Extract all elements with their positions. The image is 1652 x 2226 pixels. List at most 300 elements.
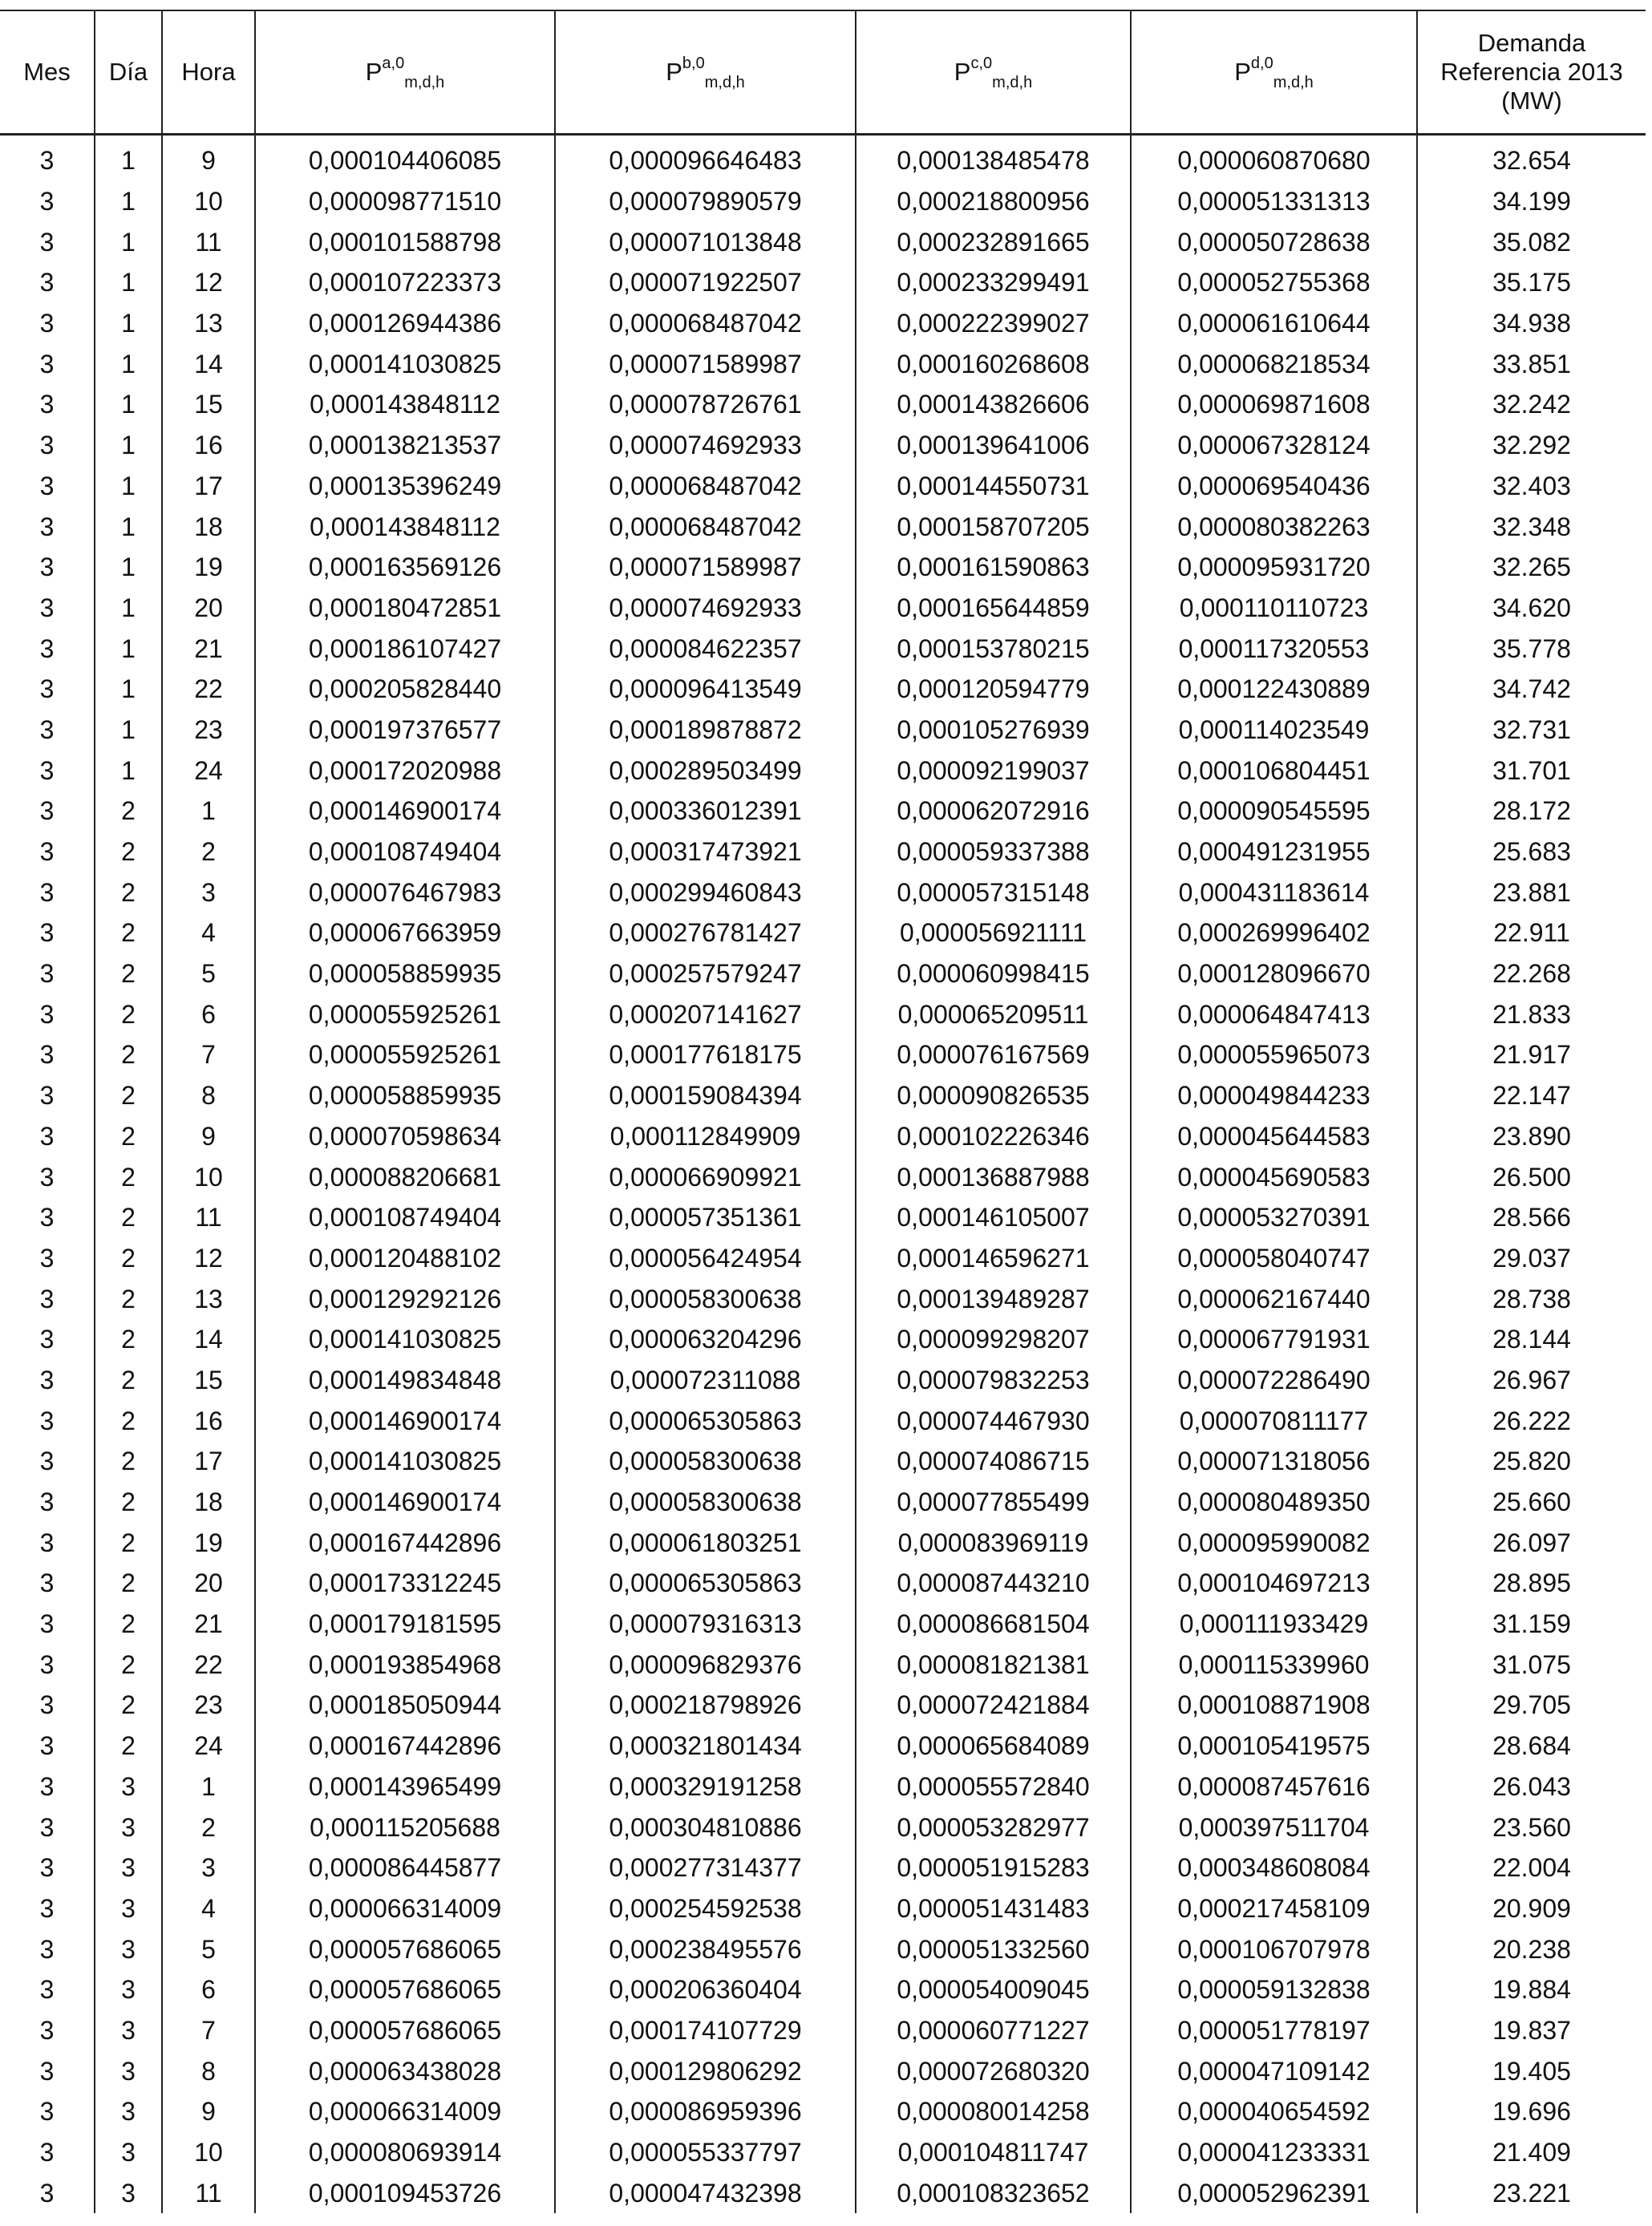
cell-pb: 0,000068487042 <box>555 466 856 507</box>
cell-pc: 0,000051332560 <box>856 1929 1131 1969</box>
table-row <box>0 994 1646 1034</box>
cell-pb: 0,000068487042 <box>555 506 856 547</box>
cell-hora: 23 <box>162 1685 255 1726</box>
cell-dia: 3 <box>95 1969 162 2010</box>
cell-pa: 0,000126944386 <box>255 303 555 344</box>
cell-pa: 0,000180472851 <box>255 588 555 629</box>
cell-pd: 0,000067791931 <box>1131 1319 1417 1360</box>
cell-dia: 1 <box>95 588 162 629</box>
cell-pd: 0,000106707978 <box>1131 1929 1417 1969</box>
cell-pb: 0,000063204296 <box>555 1319 856 1360</box>
cell-hora: 1 <box>162 791 255 832</box>
cell-pb: 0,000079890579 <box>555 181 856 222</box>
cell-demanda: 26.097 <box>1417 1522 1646 1563</box>
cell-pd: 0,000058040747 <box>1131 1238 1417 1279</box>
cell-hora: 6 <box>162 1969 255 2010</box>
header-pd <box>1131 10 1417 135</box>
cell-pb: 0,000159084394 <box>555 1075 856 1116</box>
cell-pa: 0,000066314009 <box>255 2091 555 2132</box>
table-row <box>0 221 1646 262</box>
cell-hora: 5 <box>162 1929 255 1969</box>
cell-demanda: 29.037 <box>1417 1238 1646 1279</box>
cell-pa: 0,000167442896 <box>255 1522 555 1563</box>
cell-demanda: 23.890 <box>1417 1116 1646 1157</box>
header-pc-sup: c,0 <box>970 54 993 72</box>
cell-dia: 3 <box>95 2050 162 2091</box>
cell-pd: 0,000055965073 <box>1131 1034 1417 1075</box>
cell-demanda: 26.500 <box>1417 1156 1646 1197</box>
cell-mes: 3 <box>39 796 55 826</box>
table-row <box>0 343 1646 384</box>
cell-demanda: 29.705 <box>1417 1685 1646 1726</box>
cell-hora: 14 <box>162 1319 255 1360</box>
cell-pd: 0,000114023549 <box>1131 710 1417 751</box>
cell-pa: 0,000055925261 <box>255 994 555 1034</box>
header-mes: Mes <box>0 10 95 135</box>
cell-pc: 0,000102226346 <box>856 1116 1131 1157</box>
cell-hora: 20 <box>162 1563 255 1604</box>
cell-pd: 0,000061610644 <box>1131 303 1417 344</box>
table-row <box>0 1807 1646 1848</box>
cell-mes: 3 <box>39 714 55 744</box>
cell-pa: 0,000135396249 <box>255 466 555 507</box>
cell-pa: 0,000129292126 <box>255 1278 555 1319</box>
table-row <box>0 1116 1646 1157</box>
cell-demanda: 23.881 <box>1417 872 1646 913</box>
table-row <box>0 1482 1646 1523</box>
cell-mes: 3 <box>39 1609 55 1639</box>
cell-pd: 0,000080489350 <box>1131 1482 1417 1523</box>
cell-pb: 0,000058300638 <box>555 1482 856 1523</box>
cell-mes: 3 <box>39 1975 55 2005</box>
cell-pd: 0,000105419575 <box>1131 1726 1417 1767</box>
cell-hora: 4 <box>162 913 255 953</box>
cell-pa: 0,000120488102 <box>255 1238 555 1279</box>
cell-demanda: 23.221 <box>1417 2172 1646 2213</box>
cell-mes: 3 <box>39 1528 55 1557</box>
cell-demanda: 22.147 <box>1417 1075 1646 1116</box>
cell-mes: 3 <box>39 755 55 785</box>
cell-pb: 0,000074692933 <box>555 588 856 629</box>
cell-demanda: 20.238 <box>1417 1929 1646 1969</box>
cell-demanda: 28.566 <box>1417 1197 1646 1238</box>
cell-hora: 9 <box>162 1116 255 1157</box>
cell-dia: 1 <box>95 135 162 181</box>
cell-pb: 0,000174107729 <box>555 2010 856 2051</box>
cell-pa: 0,000146900174 <box>255 1482 555 1523</box>
cell-pc: 0,000074086715 <box>856 1441 1131 1482</box>
table-row <box>0 2132 1646 2173</box>
cell-demanda: 35.175 <box>1417 262 1646 303</box>
cell-pa: 0,000163569126 <box>255 547 555 588</box>
cell-demanda: 23.560 <box>1417 1807 1646 1848</box>
cell-dia: 2 <box>95 1604 162 1645</box>
cell-demanda: 34.199 <box>1417 181 1646 222</box>
cell-pc: 0,000062072916 <box>856 791 1131 832</box>
cell-hora: 20 <box>162 588 255 629</box>
cell-pb: 0,000071589987 <box>555 547 856 588</box>
cell-hora: 9 <box>162 2091 255 2132</box>
table-row <box>0 547 1646 588</box>
cell-pa: 0,000055925261 <box>255 1034 555 1075</box>
cell-hora: 23 <box>162 710 255 751</box>
cell-pc: 0,000165644859 <box>856 588 1131 629</box>
table-header <box>0 10 1646 135</box>
cell-hora: 8 <box>162 1075 255 1116</box>
cell-pb: 0,000254592538 <box>555 1888 856 1929</box>
cell-mes: 3 <box>39 1040 55 1070</box>
header-pa-base: P <box>365 58 383 86</box>
cell-pd: 0,000128096670 <box>1131 953 1417 994</box>
cell-pd: 0,000080382263 <box>1131 506 1417 547</box>
cell-hora: 2 <box>162 1807 255 1848</box>
cell-pb: 0,000276781427 <box>555 913 856 953</box>
table-row <box>0 669 1646 710</box>
cell-pc: 0,000060771227 <box>856 2010 1131 2051</box>
cell-mes: 3 <box>39 1365 55 1394</box>
cell-pa: 0,000086445877 <box>255 1848 555 1888</box>
cell-mes: 3 <box>39 512 55 541</box>
cell-dia: 2 <box>95 1197 162 1238</box>
cell-mes: 3 <box>39 593 55 622</box>
cell-hora: 10 <box>162 181 255 222</box>
cell-pb: 0,000061803251 <box>555 1522 856 1563</box>
cell-pb: 0,000079316313 <box>555 1604 856 1645</box>
table-row <box>0 832 1646 872</box>
cell-dia: 3 <box>95 1807 162 1848</box>
cell-pd: 0,000108871908 <box>1131 1685 1417 1726</box>
cell-demanda: 26.043 <box>1417 1767 1646 1807</box>
table-row <box>0 262 1646 303</box>
cell-pd: 0,000069871608 <box>1131 384 1417 425</box>
cell-mes: 3 <box>39 1243 55 1273</box>
cell-pb: 0,000066909921 <box>555 1156 856 1197</box>
cell-dia: 2 <box>95 1075 162 1116</box>
cell-pa: 0,000141030825 <box>255 1441 555 1482</box>
cell-pd: 0,000122430889 <box>1131 669 1417 710</box>
table-row <box>0 1319 1646 1360</box>
cell-dia: 2 <box>95 1319 162 1360</box>
cell-pc: 0,000072421884 <box>856 1685 1131 1726</box>
cell-pc: 0,000099298207 <box>856 1319 1131 1360</box>
cell-dia: 2 <box>95 1034 162 1075</box>
cell-pa: 0,000143848112 <box>255 384 555 425</box>
cell-pd: 0,000047109142 <box>1131 2050 1417 2091</box>
cell-demanda: 28.738 <box>1417 1278 1646 1319</box>
cell-pd: 0,000087457616 <box>1131 1767 1417 1807</box>
header-pb <box>555 10 856 135</box>
header-pc-base: P <box>954 58 971 86</box>
cell-pa: 0,000104406085 <box>255 135 555 181</box>
cell-pc: 0,000161590863 <box>856 547 1131 588</box>
cell-dia: 2 <box>95 872 162 913</box>
cell-mes: 3 <box>39 552 55 582</box>
table-row <box>0 913 1646 953</box>
table-body <box>0 135 1646 2214</box>
cell-mes: 3 <box>39 633 55 663</box>
cell-hora: 19 <box>162 1522 255 1563</box>
cell-pc: 0,000090826535 <box>856 1075 1131 1116</box>
header-pb-base: P <box>666 58 682 86</box>
cell-pb: 0,000055337797 <box>555 2132 856 2173</box>
cell-pa: 0,000185050944 <box>255 1685 555 1726</box>
cell-pa: 0,000107223373 <box>255 262 555 303</box>
cell-dia: 1 <box>95 181 162 222</box>
cell-dia: 1 <box>95 628 162 669</box>
cell-dia: 1 <box>95 547 162 588</box>
cell-hora: 1 <box>162 1767 255 1807</box>
table-row <box>0 1604 1646 1645</box>
table-row <box>0 872 1646 913</box>
cell-pd: 0,000431183614 <box>1131 872 1417 913</box>
cell-mes: 3 <box>39 1893 55 1923</box>
table-row <box>0 1400 1646 1441</box>
cell-pa: 0,000186107427 <box>255 628 555 669</box>
table-row <box>0 1238 1646 1279</box>
cell-pb: 0,000336012391 <box>555 791 856 832</box>
cell-pa: 0,000143965499 <box>255 1767 555 1807</box>
cell-pa: 0,000066314009 <box>255 1888 555 1929</box>
header-pa-sub: m,d,h <box>404 74 445 92</box>
header-pb-sub: m,d,h <box>704 74 745 92</box>
cell-pc: 0,000136887988 <box>856 1156 1131 1197</box>
cell-pd: 0,000095931720 <box>1131 547 1417 588</box>
cell-demanda: 31.075 <box>1417 1644 1646 1685</box>
cell-demanda: 32.242 <box>1417 384 1646 425</box>
cell-dia: 1 <box>95 384 162 425</box>
cell-pd: 0,000068218534 <box>1131 343 1417 384</box>
cell-demanda: 22.268 <box>1417 953 1646 994</box>
cell-dia: 3 <box>95 2010 162 2051</box>
cell-demanda: 33.851 <box>1417 343 1646 384</box>
cell-mes: 3 <box>39 1812 55 1842</box>
cell-dia: 1 <box>95 303 162 344</box>
cell-pb: 0,000058300638 <box>555 1278 856 1319</box>
cell-dia: 1 <box>95 425 162 466</box>
table-row <box>0 2172 1646 2213</box>
cell-pd: 0,000064847413 <box>1131 994 1417 1034</box>
cell-mes: 3 <box>39 431 55 460</box>
cell-pc: 0,000056921111 <box>856 913 1131 953</box>
cell-pd: 0,000045690583 <box>1131 1156 1417 1197</box>
cell-pd: 0,000397511704 <box>1131 1807 1417 1848</box>
cell-mes: 3 <box>39 674 55 704</box>
cell-mes: 3 <box>39 471 55 500</box>
cell-pb: 0,000096829376 <box>555 1644 856 1685</box>
cell-mes: 3 <box>39 1162 55 1192</box>
table-row <box>0 710 1646 751</box>
cell-demanda: 19.884 <box>1417 1969 1646 2010</box>
cell-dia: 1 <box>95 710 162 751</box>
cell-dia: 1 <box>95 506 162 547</box>
cell-dia: 2 <box>95 1400 162 1441</box>
cell-mes: 3 <box>39 2015 55 2045</box>
cell-mes: 3 <box>39 2138 55 2167</box>
cell-pc: 0,000144550731 <box>856 466 1131 507</box>
cell-pa: 0,000149834848 <box>255 1360 555 1401</box>
cell-mes: 3 <box>39 2097 55 2127</box>
table-row <box>0 303 1646 344</box>
cell-demanda: 20.909 <box>1417 1888 1646 1929</box>
cell-pd: 0,000110110723 <box>1131 588 1417 629</box>
cell-pa: 0,000179181595 <box>255 1604 555 1645</box>
header-demanda-line-3: (MW) <box>1501 87 1562 115</box>
cell-pb: 0,000078726761 <box>555 384 856 425</box>
cell-pd: 0,000041233331 <box>1131 2132 1417 2173</box>
cell-hora: 15 <box>162 384 255 425</box>
cell-pb: 0,000206360404 <box>555 1969 856 2010</box>
cell-hora: 21 <box>162 1604 255 1645</box>
cell-hora: 21 <box>162 628 255 669</box>
cell-pc: 0,000080014258 <box>856 2091 1131 2132</box>
cell-pc: 0,000218800956 <box>856 181 1131 222</box>
cell-pc: 0,000051915283 <box>856 1848 1131 1888</box>
table-row <box>0 588 1646 629</box>
cell-demanda: 19.837 <box>1417 2010 1646 2051</box>
cell-dia: 1 <box>95 750 162 791</box>
cell-pa: 0,000070598634 <box>255 1116 555 1157</box>
cell-pa: 0,000138213537 <box>255 425 555 466</box>
cell-pa: 0,000109453726 <box>255 2172 555 2213</box>
cell-mes: 3 <box>39 146 55 176</box>
cell-hora: 10 <box>162 1156 255 1197</box>
cell-hora: 14 <box>162 343 255 384</box>
cell-dia: 2 <box>95 832 162 872</box>
cell-pc: 0,000120594779 <box>856 669 1131 710</box>
cell-pa: 0,000058859935 <box>255 1075 555 1116</box>
cell-mes: 3 <box>39 1081 55 1111</box>
table-row <box>0 1929 1646 1969</box>
header-pc <box>856 10 1131 135</box>
table-row <box>0 425 1646 466</box>
cell-pb: 0,000074692933 <box>555 425 856 466</box>
cell-demanda: 32.654 <box>1417 135 1646 181</box>
cell-pa: 0,000080693914 <box>255 2132 555 2173</box>
cell-dia: 1 <box>95 466 162 507</box>
cell-demanda: 26.967 <box>1417 1360 1646 1401</box>
cell-dia: 3 <box>95 2172 162 2213</box>
cell-pc: 0,000059337388 <box>856 832 1131 872</box>
cell-pd: 0,000052755368 <box>1131 262 1417 303</box>
cell-pb: 0,000068487042 <box>555 303 856 344</box>
header-hora: Hora <box>162 10 255 135</box>
cell-pb: 0,000289503499 <box>555 750 856 791</box>
cell-hora: 11 <box>162 2172 255 2213</box>
cell-pa: 0,000108749404 <box>255 1197 555 1238</box>
cell-dia: 2 <box>95 994 162 1034</box>
table-row <box>0 2091 1646 2132</box>
cell-pa: 0,000205828440 <box>255 669 555 710</box>
cell-pc: 0,000146105007 <box>856 1197 1131 1238</box>
cell-dia: 1 <box>95 221 162 262</box>
table-row <box>0 384 1646 425</box>
cell-pd: 0,000040654592 <box>1131 2091 1417 2132</box>
cell-mes: 3 <box>39 1203 55 1232</box>
cell-dia: 3 <box>95 2091 162 2132</box>
cell-pc: 0,000051431483 <box>856 1888 1131 1929</box>
cell-mes: 3 <box>39 877 55 907</box>
cell-hora: 19 <box>162 547 255 588</box>
header-dia: Día <box>95 10 162 135</box>
cell-mes: 3 <box>39 1771 55 1801</box>
cell-demanda: 34.938 <box>1417 303 1646 344</box>
cell-dia: 2 <box>95 1238 162 1279</box>
cell-pd: 0,000095990082 <box>1131 1522 1417 1563</box>
header-demanda-line-1: Demanda <box>1477 29 1586 57</box>
cell-mes: 3 <box>39 1447 55 1476</box>
cell-mes: 3 <box>39 1487 55 1517</box>
cell-pc: 0,000054009045 <box>856 1969 1131 2010</box>
cell-mes: 3 <box>39 2178 55 2208</box>
cell-pc: 0,000108323652 <box>856 2172 1131 2213</box>
cell-mes: 3 <box>39 1649 55 1679</box>
cell-pd: 0,000051331313 <box>1131 181 1417 222</box>
cell-pd: 0,000115339960 <box>1131 1644 1417 1685</box>
cell-pb: 0,000277314377 <box>555 1848 856 1888</box>
cell-dia: 2 <box>95 1360 162 1401</box>
cell-demanda: 28.144 <box>1417 1319 1646 1360</box>
cell-pb: 0,000072311088 <box>555 1360 856 1401</box>
cell-demanda: 25.820 <box>1417 1441 1646 1482</box>
table-row <box>0 1360 1646 1401</box>
cell-pa: 0,000098771510 <box>255 181 555 222</box>
cell-dia: 1 <box>95 343 162 384</box>
cell-dia: 3 <box>95 2132 162 2173</box>
cell-pc: 0,000232891665 <box>856 221 1131 262</box>
cell-pc: 0,000053282977 <box>856 1807 1131 1848</box>
cell-pb: 0,000096413549 <box>555 669 856 710</box>
cell-dia: 2 <box>95 1156 162 1197</box>
cell-hora: 13 <box>162 1278 255 1319</box>
cell-hora: 9 <box>162 135 255 181</box>
cell-hora: 12 <box>162 1238 255 1279</box>
cell-pd: 0,000050728638 <box>1131 221 1417 262</box>
cell-mes: 3 <box>39 1934 55 1964</box>
table-row <box>0 1644 1646 1685</box>
cell-pb: 0,000218798926 <box>555 1685 856 1726</box>
cell-pd: 0,000067328124 <box>1131 425 1417 466</box>
header-demanda <box>1417 10 1646 135</box>
cell-pa: 0,000057686065 <box>255 2010 555 2051</box>
cell-pa: 0,000197376577 <box>255 710 555 751</box>
cell-demanda: 35.778 <box>1417 628 1646 669</box>
cell-mes: 3 <box>39 1325 55 1354</box>
cell-hora: 7 <box>162 1034 255 1075</box>
header-pd-sup: d,0 <box>1250 54 1273 72</box>
table-row <box>0 1075 1646 1116</box>
cell-mes: 3 <box>39 1121 55 1151</box>
cell-mes: 3 <box>39 390 55 419</box>
cell-pb: 0,000129806292 <box>555 2050 856 2091</box>
cell-pb: 0,000071922507 <box>555 262 856 303</box>
cell-pd: 0,000117320553 <box>1131 628 1417 669</box>
cell-pd: 0,000111933429 <box>1131 1604 1417 1645</box>
table-row <box>0 628 1646 669</box>
cell-pb: 0,000056424954 <box>555 1238 856 1279</box>
cell-pb: 0,000329191258 <box>555 1767 856 1807</box>
cell-pd: 0,000053270391 <box>1131 1197 1417 1238</box>
cell-demanda: 25.660 <box>1417 1482 1646 1523</box>
header-pa <box>255 10 555 135</box>
table-row <box>0 1197 1646 1238</box>
cell-dia: 2 <box>95 1563 162 1604</box>
header-pd-sub: m,d,h <box>1273 74 1314 92</box>
table-row <box>0 791 1646 832</box>
header-row <box>0 10 1646 135</box>
cell-dia: 3 <box>95 1888 162 1929</box>
cell-pa: 0,000173312245 <box>255 1563 555 1604</box>
cell-pc: 0,000153780215 <box>856 628 1131 669</box>
